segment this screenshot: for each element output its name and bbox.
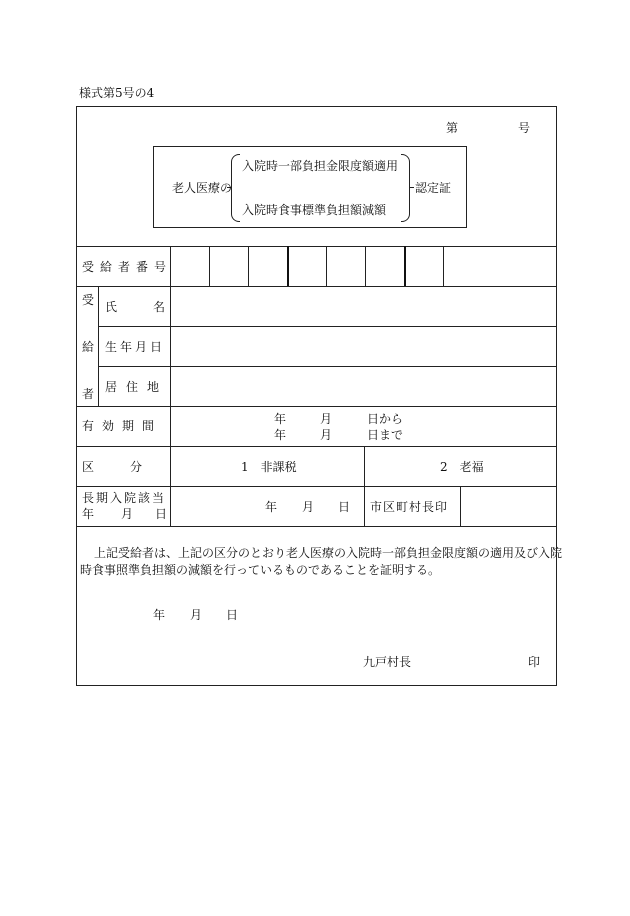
long-term-date-day: 日 — [338, 500, 351, 514]
issue-day: 日 — [226, 608, 239, 622]
left-brace — [231, 154, 240, 222]
validity-to-year: 年 — [274, 428, 287, 442]
long-term-label-day: 日 — [155, 507, 168, 521]
rule — [460, 486, 461, 526]
title-line2: 入院時食事標準負担額減額 — [242, 203, 387, 217]
rule — [76, 446, 557, 447]
rule — [76, 526, 557, 527]
issuer-name: 九戸村長 — [363, 655, 412, 669]
title-prefix: 老人医療の — [172, 181, 233, 195]
issue-month: 月 — [190, 608, 203, 622]
recipient-number-field[interactable] — [172, 248, 442, 284]
statement-line-2: 時食事照準負担額の減額を行っているものであることを証明する。 — [80, 563, 441, 577]
long-term-label-month: 月 — [121, 507, 134, 521]
birthdate-field[interactable] — [172, 328, 555, 364]
validity-to-month: 月 — [320, 428, 333, 442]
validity-from-month: 月 — [320, 412, 333, 426]
rule — [76, 406, 557, 407]
validity-label: 有効期間 — [82, 419, 163, 433]
form-number: 様式第5号の4 — [79, 86, 155, 100]
right-brace — [401, 154, 410, 222]
number-suffix: 号 — [518, 121, 531, 135]
long-term-date-year: 年 — [265, 500, 278, 514]
long-term-label-year: 年 — [82, 507, 95, 521]
validity-to-day: 日まで — [367, 428, 404, 442]
rule — [76, 246, 557, 247]
issuer-seal: 印 — [528, 655, 541, 669]
rule — [98, 326, 557, 327]
recipient-number-label: 受給者番号 — [82, 260, 173, 274]
address-label: 居住地 — [105, 380, 169, 394]
recipient-side-char: 給 — [82, 340, 95, 354]
long-term-date-month: 月 — [302, 500, 315, 514]
recipient-side-char: 受 — [82, 293, 95, 307]
rule — [76, 486, 557, 487]
validity-from-year: 年 — [274, 412, 287, 426]
name-label: 氏 名 — [105, 300, 170, 314]
long-term-label: 長期入院該当 — [82, 491, 167, 505]
validity-from-day: 日から — [367, 412, 404, 426]
rule — [170, 246, 171, 526]
category-option-2[interactable]: 2 老福 — [440, 460, 484, 474]
statement-line-1: 上記受給者は、上記の区分のとおり老人医療の入院時一部負担金限度額の適用及び入院 — [94, 546, 563, 560]
name-field[interactable] — [172, 288, 555, 324]
address-field[interactable] — [172, 368, 555, 404]
recipient-side-char: 者 — [82, 387, 95, 401]
category-option-1[interactable]: 1 非課税 — [241, 460, 297, 474]
rule — [98, 286, 99, 406]
rule — [364, 446, 365, 526]
mayor-seal-field[interactable] — [462, 488, 555, 524]
mayor-seal-label: 市区町村長印 — [370, 500, 449, 514]
digit-cell-divider — [443, 246, 444, 286]
number-prefix: 第 — [446, 121, 459, 135]
title-line1: 入院時一部負担金限度額適用 — [242, 159, 399, 173]
rule — [98, 366, 557, 367]
birthdate-label: 生年月日 — [105, 340, 166, 354]
title-suffix: 認定証 — [415, 181, 452, 195]
issue-year: 年 — [153, 608, 166, 622]
category-label: 区 分 — [82, 460, 147, 474]
rule — [76, 286, 557, 287]
